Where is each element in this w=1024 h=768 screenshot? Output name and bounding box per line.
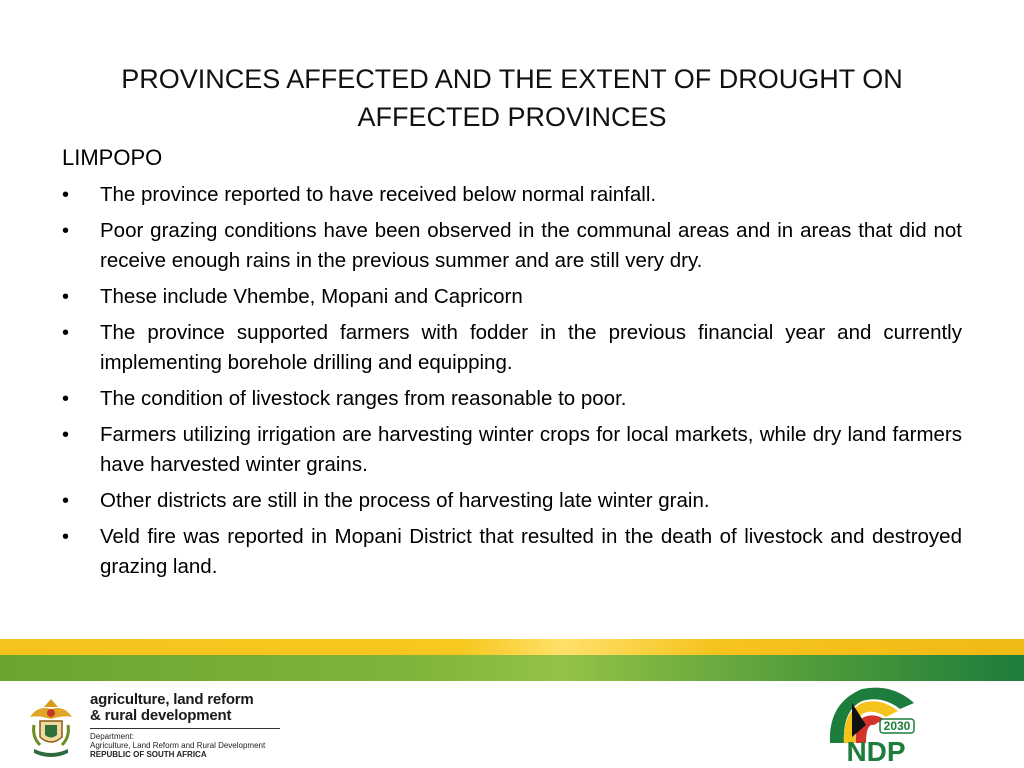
- bullet-item: [62, 522, 962, 582]
- ndp-2030-logo-icon: [822, 683, 922, 765]
- country-name: REPUBLIC OF SOUTH AFRICA: [90, 750, 207, 759]
- dept-name-line1: agriculture, land reform: [90, 691, 254, 708]
- footer-band-green: [0, 655, 1024, 681]
- bullet-item: [62, 420, 962, 480]
- bullet-item: [62, 486, 962, 516]
- slide-title: PROVINCES AFFECTED AND THE EXTENT OF DROUGHT ON AFFECTED PROVINCES: [121, 64, 903, 132]
- bullet-text: The province supported farmers with fodder in the previous financial year and currently implementing borehole drilling and equipping.: [100, 321, 962, 374]
- bullet-icon: •: [62, 388, 70, 410]
- bullet-icon: •: [62, 322, 70, 344]
- dept-name-line2: & rural development: [90, 707, 232, 724]
- bullet-item: [62, 318, 962, 378]
- bullet-item: [62, 384, 962, 414]
- department-logo: [90, 692, 290, 759]
- bullet-text: Veld fire was reported in Mopani District that resulted in the death of livestock and destroyed grazing land.: [100, 525, 962, 578]
- bullet-icon: •: [62, 490, 70, 512]
- ndp-year: 2030: [883, 719, 911, 733]
- bullet-text: Farmers utilizing irrigation are harvesting winter crops for local markets, while dry land farmers have harvested winter grains.: [100, 423, 962, 476]
- dept-label: Department:: [90, 732, 135, 741]
- province-heading: LIMPOPO: [62, 145, 163, 170]
- dept-divider: [90, 728, 280, 729]
- bullet-item: [62, 180, 962, 210]
- footer-band-yellow: [0, 639, 1024, 655]
- bullet-list: [62, 180, 962, 588]
- bullet-item: [62, 216, 962, 276]
- bullet-icon: •: [62, 286, 70, 308]
- bullet-icon: •: [62, 526, 70, 548]
- bullet-text: The province reported to have received below normal rainfall.: [100, 183, 657, 206]
- bullet-text: Poor grazing conditions have been observed in the communal areas and in areas that did not receive enough rains in the previous summer and are still very dry.: [100, 219, 962, 272]
- bullet-icon: •: [62, 424, 70, 446]
- bullet-text: Other districts are still in the process of harvesting late winter grain.: [100, 489, 710, 512]
- coat-of-arms-icon: [24, 697, 78, 759]
- bullet-item: [62, 282, 962, 312]
- dept-full-name: Agriculture, Land Reform and Rural Development: [90, 741, 266, 750]
- bullet-text: The condition of livestock ranges from reasonable to poor.: [100, 387, 627, 410]
- bullet-icon: •: [62, 184, 70, 206]
- bullet-text: These include Vhembe, Mopani and Capricorn: [100, 285, 523, 308]
- bullet-icon: •: [62, 220, 70, 242]
- ndp-text: NDP: [846, 736, 906, 765]
